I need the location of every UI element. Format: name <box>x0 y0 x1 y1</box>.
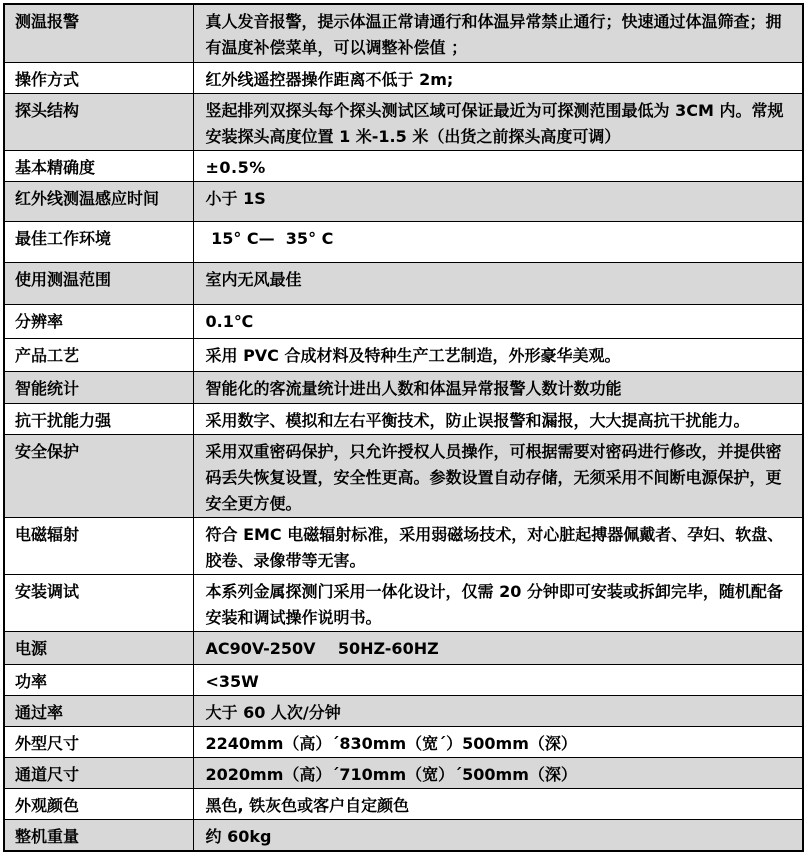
spec-label: 功率 <box>4 664 193 695</box>
spec-value: 符合 EMC 电磁辐射标准，采用弱磁场技术，对心脏起搏器佩戴者、孕妇、软盘、胶卷、录像带等无害。 <box>193 517 803 574</box>
spec-label: 外型尺寸 <box>4 726 193 757</box>
table-row <box>4 664 803 695</box>
table-row <box>4 403 803 434</box>
spec-label: 智能统计 <box>4 371 193 403</box>
table-row <box>4 150 803 181</box>
spec-value: 红外线遥控器操作距离不低于 2m; <box>193 62 803 93</box>
spec-label: 最佳工作环境 <box>4 221 193 262</box>
spec-value: 采用数字、模拟和左右平衡技术，防止误报警和漏报，大大提高抗干扰能力。 <box>193 403 803 434</box>
spec-label: 基本精确度 <box>4 150 193 181</box>
spec-value: 真人发音报警，提示体温正常请通行和体温异常禁止通行；快速通过体温筛查；拥有温度补偿菜单，可以调整补偿值 ； <box>193 4 803 62</box>
spec-label: 通过率 <box>4 695 193 726</box>
table-row <box>4 574 803 631</box>
spec-value: 本系列金属探测门采用一体化设计，仅需 20 分钟即可安装或拆卸完毕，随机配备安装和调试操作说明书。 <box>193 574 803 631</box>
table-row <box>4 4 803 62</box>
spec-value: 黑色, 铁灰色或客户自定颜色 <box>193 788 803 819</box>
spec-value: 2020mm（高）´710mm（宽）´500mm（深） <box>193 757 803 788</box>
table-row <box>4 62 803 93</box>
spec-value: 2240mm（高）´830mm（宽´）500mm（深） <box>193 726 803 757</box>
spec-label: 安装调试 <box>4 574 193 631</box>
table-row <box>4 788 803 819</box>
spec-value: 约 60kg <box>193 819 803 851</box>
spec-value: 智能化的客流量统计进出人数和体温异常报警人数计数功能 <box>193 371 803 403</box>
spec-label: 测温报警 <box>4 4 193 62</box>
spec-label: 使用测温范围 <box>4 262 193 304</box>
spec-sheet-page <box>0 3 808 846</box>
spec-value: 15° C— 35° C <box>193 221 803 262</box>
table-row <box>4 726 803 757</box>
table-row <box>4 93 803 150</box>
table-row <box>4 819 803 851</box>
spec-value: <35W <box>193 664 803 695</box>
table-row <box>4 695 803 726</box>
spec-label: 抗干扰能力强 <box>4 403 193 434</box>
spec-label: 安全保护 <box>4 434 193 517</box>
spec-table <box>3 3 804 852</box>
spec-label: 探头结构 <box>4 93 193 150</box>
table-row <box>4 371 803 403</box>
table-row <box>4 631 803 664</box>
table-row <box>4 757 803 788</box>
spec-value: 竖起排列双探头每个探头测试区域可保证最近为可探测范围最低为 3CM 内。常规安装探头高度位置 1 米-1.5 米（出货之前探头高度可调） <box>193 93 803 150</box>
table-row <box>4 338 803 371</box>
spec-label: 操作方式 <box>4 62 193 93</box>
spec-label: 电磁辐射 <box>4 517 193 574</box>
spec-value: 大于 60 人次/分钟 <box>193 695 803 726</box>
table-row <box>4 181 803 221</box>
spec-label: 整机重量 <box>4 819 193 851</box>
spec-value: 室内无风最佳 <box>193 262 803 304</box>
table-row <box>4 517 803 574</box>
spec-value: AC90V-250V 50HZ-60HZ <box>193 631 803 664</box>
table-row <box>4 434 803 517</box>
spec-label: 分辨率 <box>4 304 193 338</box>
spec-value: 采用双重密码保护，只允许授权人员操作，可根据需要对密码进行修改，并提供密码丢失恢复设置，安全性更高。参数设置自动存储，无须采用不间断电源保护，更安全更方便。 <box>193 434 803 517</box>
spec-label: 产品工艺 <box>4 338 193 371</box>
spec-value: 采用 PVC 合成材料及特种生产工艺制造，外形豪华美观。 <box>193 338 803 371</box>
spec-label: 电源 <box>4 631 193 664</box>
spec-label: 通道尺寸 <box>4 757 193 788</box>
table-row <box>4 221 803 262</box>
spec-value: 小于 1S <box>193 181 803 221</box>
table-row <box>4 304 803 338</box>
spec-value: ±0.5% <box>193 150 803 181</box>
table-row <box>4 262 803 304</box>
spec-label: 外观颜色 <box>4 788 193 819</box>
spec-label: 红外线测温感应时间 <box>4 181 193 221</box>
spec-value: 0.1℃ <box>193 304 803 338</box>
